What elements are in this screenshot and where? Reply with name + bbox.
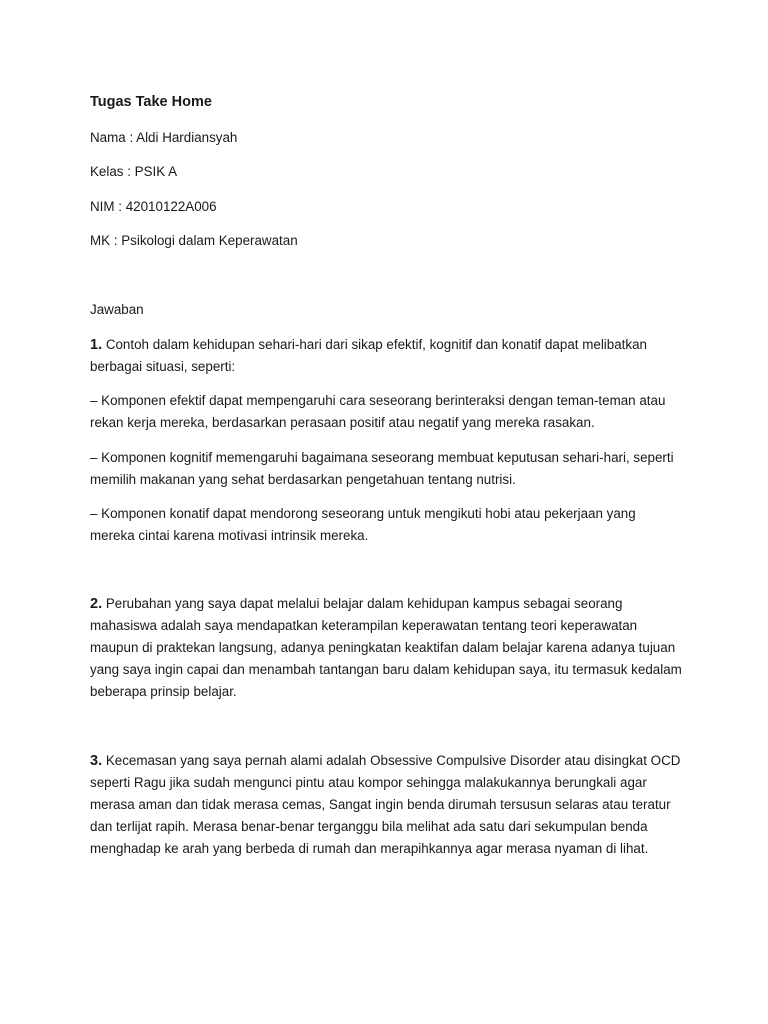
answer-1-bullet-cognitive: – Komponen kognitif memengaruhi bagaimana seseorang membuat keputusan sehari-hari, seperti memilih makanan yang sehat berdasarkan pengetahuan tentang nutrisi.	[90, 450, 674, 487]
answers-heading: Jawaban	[90, 302, 144, 317]
student-class: Kelas : PSIK A	[90, 164, 178, 179]
answer-2-text: Perubahan yang saya dapat melalui belajar dalam kehidupan kampus sebagai seorang mahasiswa adalah saya mendapatkan keterampilan keperawatan tentang teori keperawatan maupun di praktekan langsung, adanya peningkatan keaktifan dalam belajar karena adanya tujuan yang saya ingin capai dan menambah tantangan baru dalam kehidupan saya, itu termasuk kedalam beberapa prinsip belajar.	[90, 596, 682, 699]
answer-2-number: 2.	[90, 596, 103, 612]
answer-1-number: 1.	[90, 337, 103, 353]
answer-1-text: Contoh dalam kehidupan sehari-hari dari sikap efektif, kognitif dan konatif dapat melibatkan berbagai situasi, seperti:	[90, 337, 647, 374]
answer-3-text: Kecemasan yang saya pernah alami adalah Obsessive Compulsive Disorder atau disingkat OCD seperti Ragu jika sudah mengunci pintu atau kompor sehingga malakukannya berungkali agar merasa aman dan tidak merasa cemas, Sangat ingin benda dirumah tersusun selaras atau teratur dan terlijat rapih. Merasa benar-benar terganggu bila melihat ada satu dari sekumpulan benda menghadap ke arah yang berbeda di rumah dan merapihkannya agar merasa nyaman di lihat.	[90, 753, 681, 856]
document-title: Tugas Take Home	[90, 94, 212, 110]
answer-1-intro	[90, 334, 682, 378]
student-name: Nama : Aldi Hardiansyah	[90, 130, 238, 145]
course-name: MK : Psikologi dalam Keperawatan	[90, 233, 298, 248]
answer-1-bullet-conative: – Komponen konatif dapat mendorong seseorang untuk mengikuti hobi atau pekerjaan yang mereka cintai karena motivasi intrinsik mereka.	[90, 506, 636, 543]
answer-2	[90, 593, 682, 703]
answer-1-bullet-affective: – Komponen efektif dapat mempengaruhi cara seseorang berinteraksi dengan teman-teman atau rekan kerja mereka, berdasarkan perasaan positif atau negatif yang mereka rasakan.	[90, 393, 666, 430]
student-nim: NIM : 42010122A006	[90, 199, 217, 214]
answer-3	[90, 750, 682, 860]
answer-3-number: 3.	[90, 753, 103, 769]
